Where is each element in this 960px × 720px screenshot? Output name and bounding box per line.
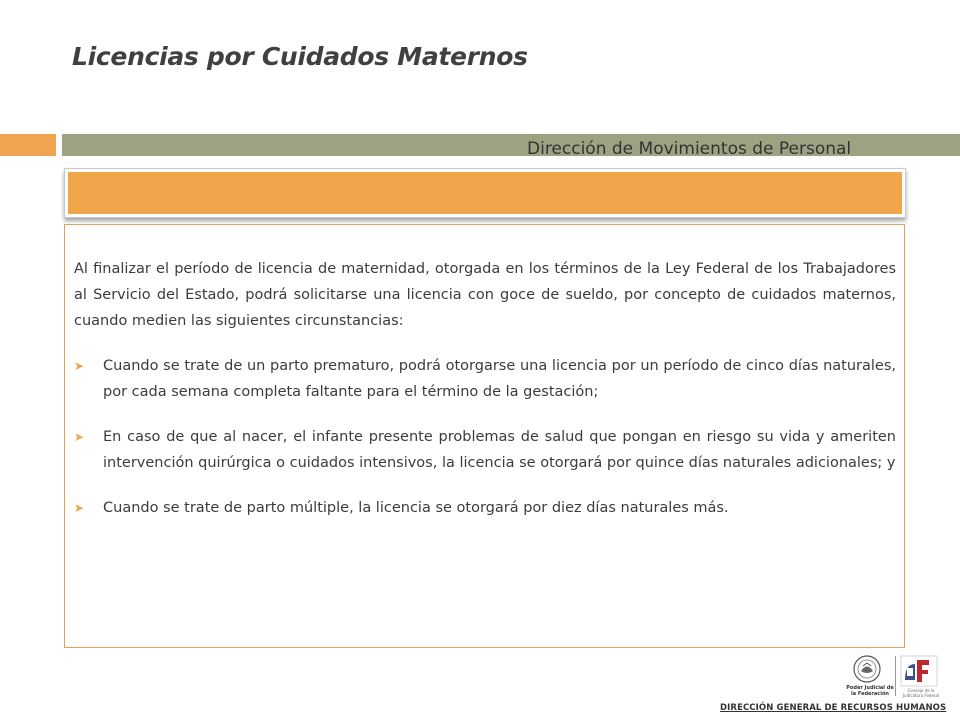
intro-paragraph: Al finalizar el período de licencia de maternidad, otorgada en los términos de la Ley Federal de los Trabajadores al Servicio del Estado, podrá solicitarse una licencia con goce de sueldo, por concepto de cuidados maternos, cuando medien las siguientes circunstancias: [74, 261, 896, 329]
accent-bar-orange [0, 134, 56, 156]
slide-title: Licencias por Cuidados Maternos [72, 42, 528, 71]
footer-department: DIRECCIÓN GENERAL DE RECURSOS HUMANOS [720, 703, 947, 713]
cjf-logo-icon [899, 654, 939, 688]
bullet-text: Cuando se trate de parto múltiple, la licencia se otorgará por diez días naturales más. [103, 500, 729, 516]
seal-label: Poder Judicial de la Federación [846, 685, 894, 697]
arrow-bullet-icon: ➤ [74, 501, 85, 515]
orange-header-fill [68, 172, 902, 214]
bullet-item [74, 495, 896, 521]
orange-header-panel [64, 168, 906, 218]
bullet-text: En caso de que al nacer, el infante presente problemas de salud que pongan en riesgo su vida y ameriten intervención quirúrgica o cuidados intensivos, la licencia se otorgará por quince días naturales adicionales; y [103, 429, 896, 471]
bullet-item [74, 353, 896, 405]
bullet-text: Cuando se trate de un parto prematuro, podrá otorgarse una licencia por un período de cinco días naturales, por cada semana completa faltante para el término de la gestación; [103, 358, 896, 400]
logo-divider [895, 656, 896, 696]
arrow-bullet-icon: ➤ [74, 430, 85, 444]
content-text [74, 256, 896, 540]
poder-judicial-seal-icon [848, 654, 886, 686]
arrow-bullet-icon: ➤ [74, 359, 85, 373]
bullet-item [74, 424, 896, 476]
cjf-label: Consejo de la Judicatura Federal [902, 688, 940, 698]
slide-subtitle: Dirección de Movimientos de Personal [527, 139, 852, 159]
